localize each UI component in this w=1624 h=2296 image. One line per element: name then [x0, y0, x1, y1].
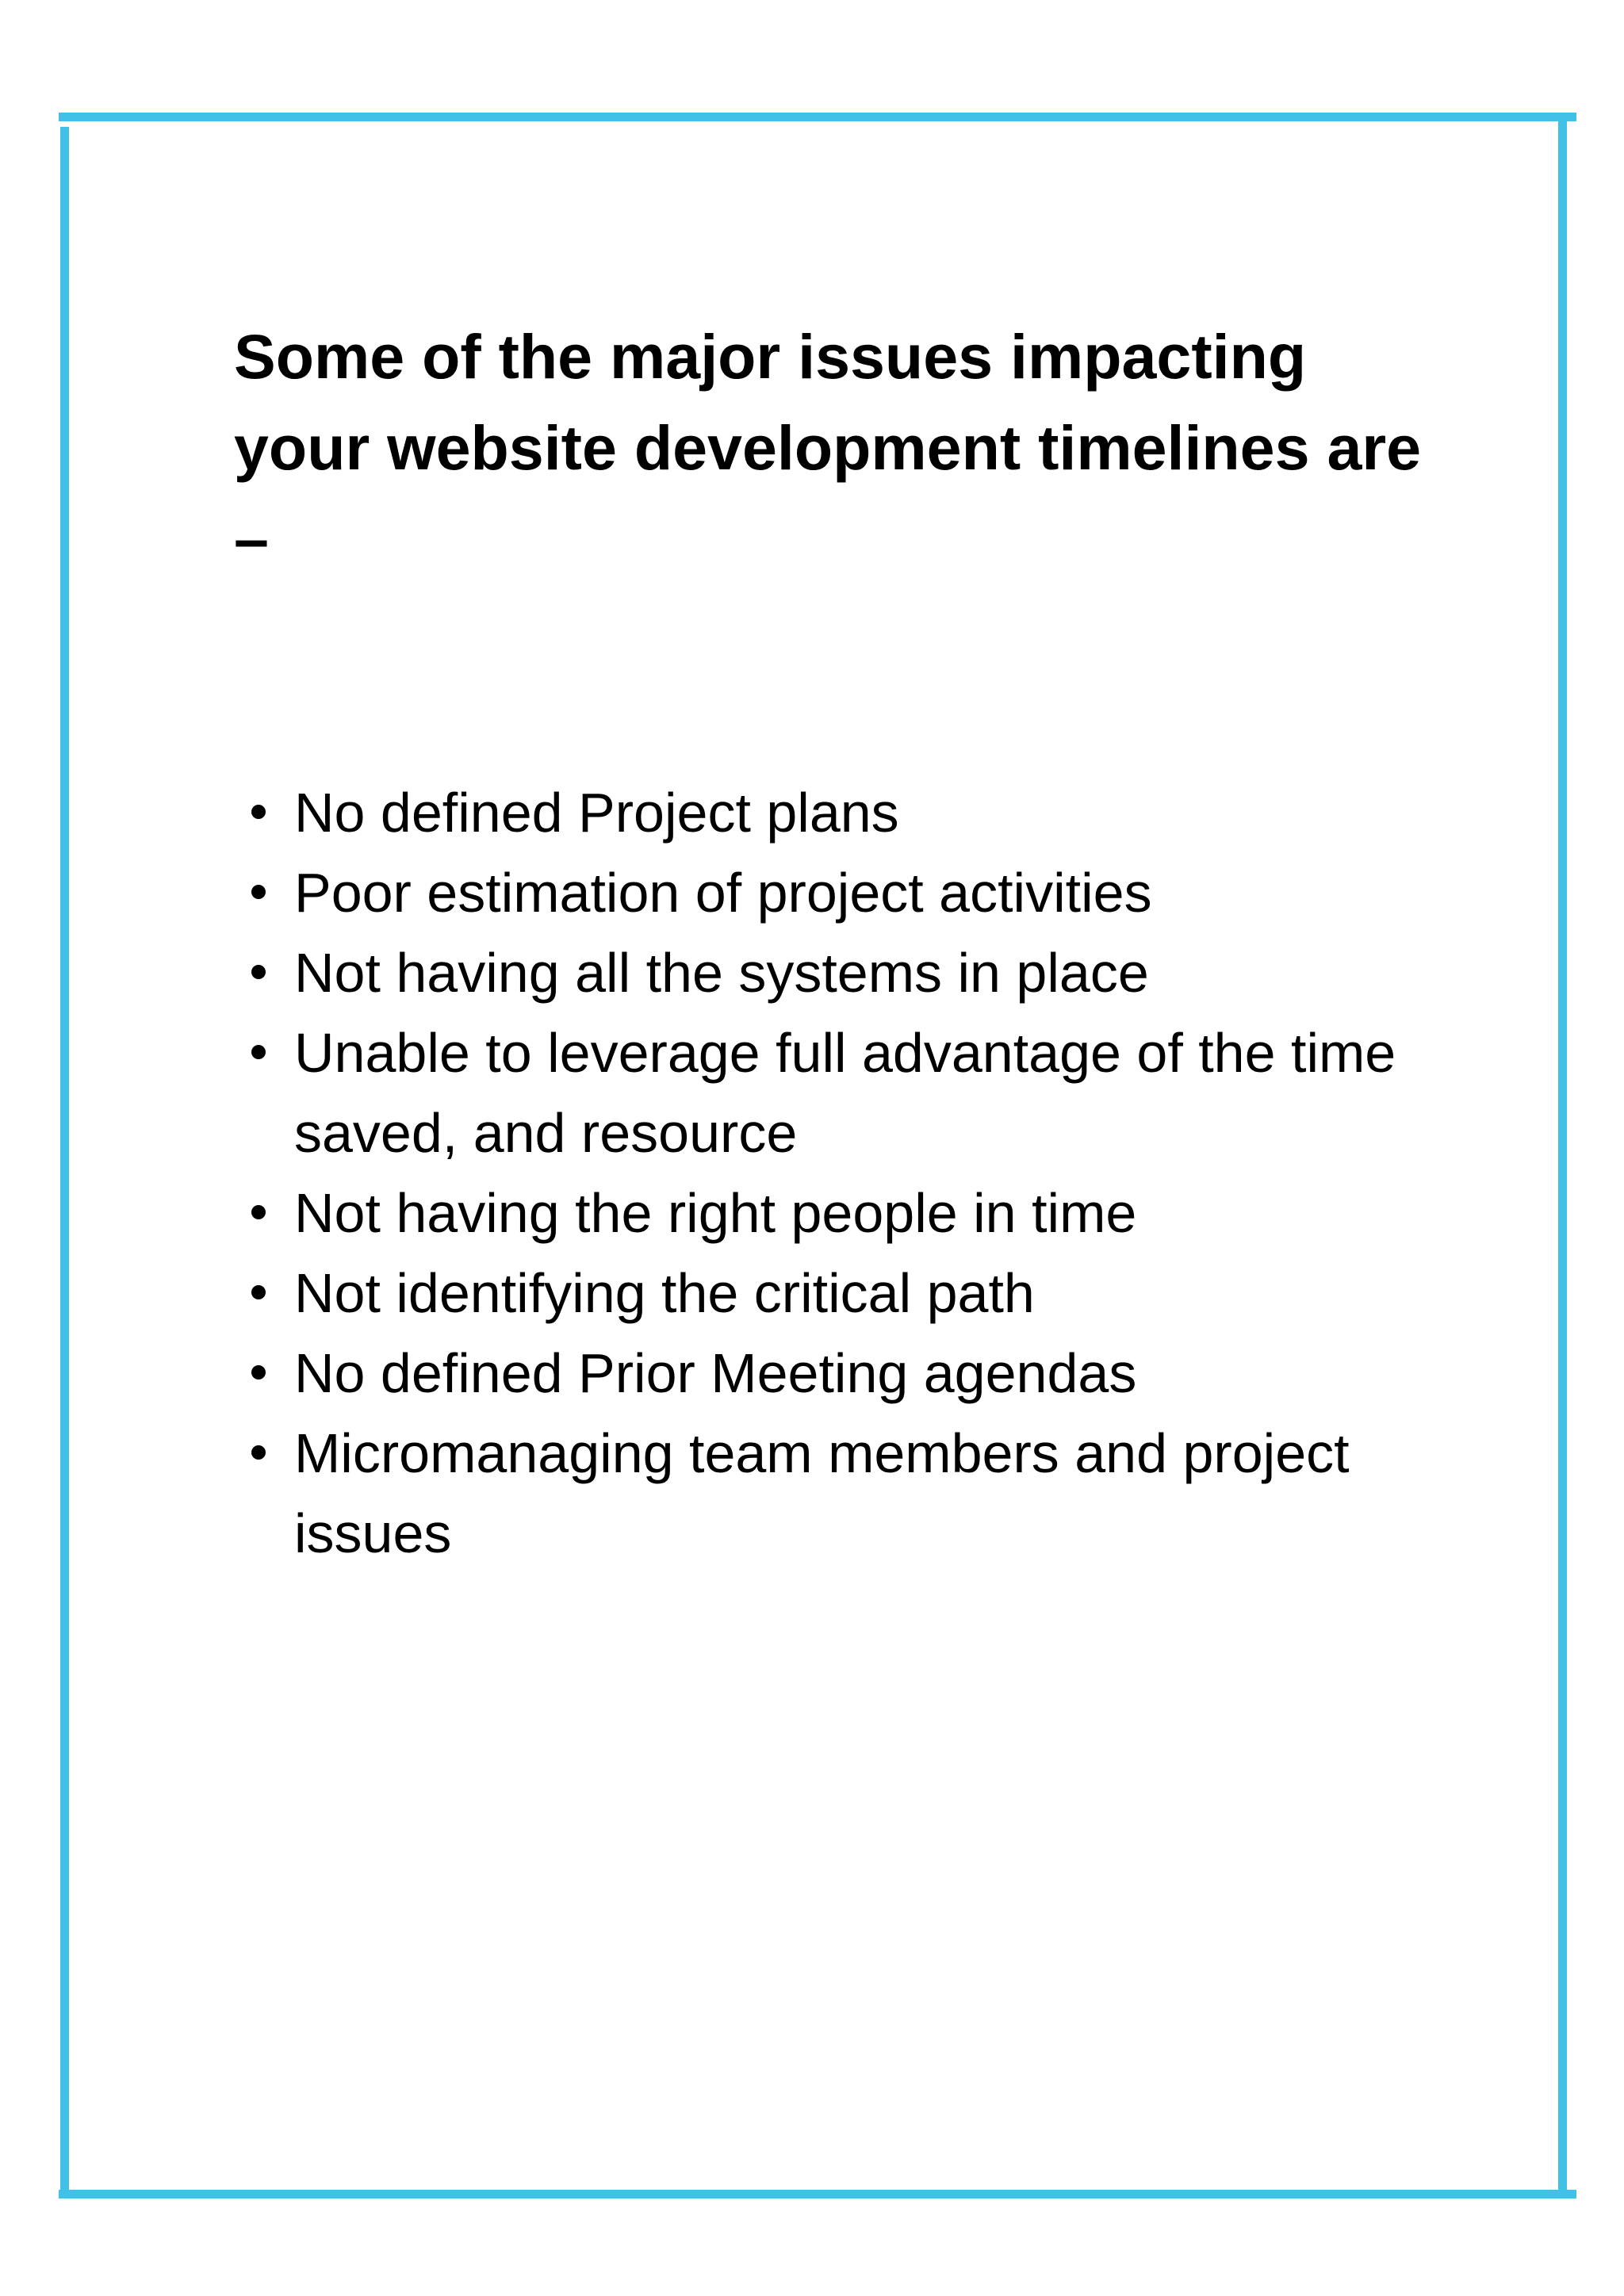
list-item-text: Not identifying the critical path: [294, 1262, 1035, 1324]
list-item-text: No defined Prior Meeting agendas: [294, 1342, 1137, 1404]
bullet-icon: [251, 1365, 266, 1380]
list-item: [234, 1013, 1439, 1173]
list-item-text: No defined Project plans: [294, 782, 899, 844]
bullet-icon: [251, 1445, 266, 1460]
list-item-text: Not having the right people in time: [294, 1182, 1137, 1244]
list-item-text: Micromanaging team members and project issues: [294, 1422, 1350, 1564]
page-heading: Some of the major issues impacting your website development timelines are –: [234, 321, 1422, 574]
list-item: [234, 1173, 1439, 1253]
list-item-text: Poor estimation of project activities: [294, 862, 1152, 924]
bullet-icon: [251, 885, 266, 899]
list-item: [234, 1414, 1439, 1574]
list-item: [234, 773, 1439, 853]
bullet-icon: [251, 1285, 266, 1299]
frame-right-border: [1558, 113, 1567, 2195]
issues-list: [234, 773, 1439, 1574]
bullet-icon: [251, 965, 266, 979]
list-item-text: Not having all the systems in place: [294, 942, 1149, 1004]
heading-block: [234, 311, 1439, 584]
list-item: [234, 933, 1439, 1013]
list-item: [234, 1253, 1439, 1334]
bullet-icon: [251, 805, 266, 819]
list-item-text: Unable to leverage full advantage of the time saved, and resource: [294, 1022, 1396, 1164]
frame-left-border: [60, 127, 69, 2195]
frame-bottom-border: [59, 2190, 1576, 2198]
list-item: [234, 853, 1439, 933]
list-item: [234, 1334, 1439, 1414]
frame-top-border: [59, 113, 1576, 121]
bullet-icon: [251, 1205, 266, 1219]
bullet-icon: [251, 1045, 266, 1059]
